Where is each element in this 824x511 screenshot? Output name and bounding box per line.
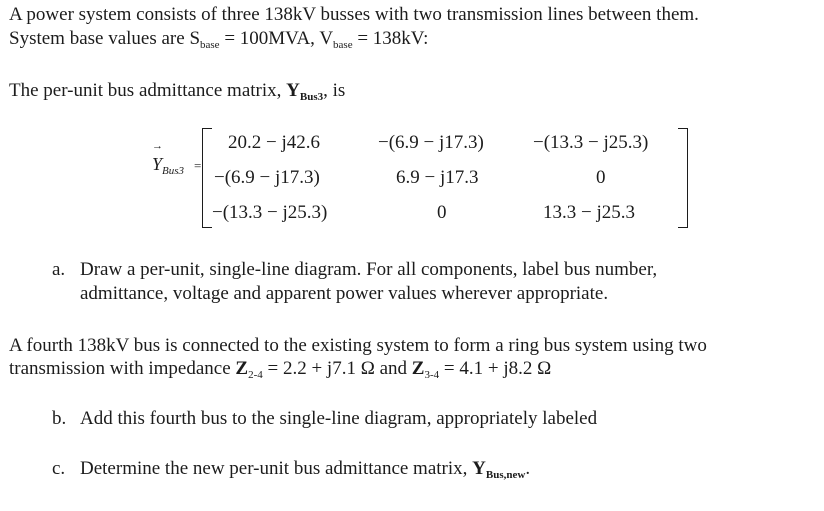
fourth-bus-and: and <box>374 358 412 379</box>
fourth-bus-line-2-prefix: transmission with impedance <box>9 358 236 379</box>
part-a-line-1: Draw a per-unit, single-line diagram. For all components, label bus number, <box>80 259 658 280</box>
matrix-cell-1-3: −(13.3 − j25.3) <box>533 132 649 153</box>
matrix-cell-1-1: 20.2 − j42.6 <box>228 132 320 153</box>
matrix-cell-3-2: 0 <box>437 202 447 223</box>
part-c-subscript: Bus,new <box>485 469 526 481</box>
sbase-subscript: base <box>200 39 220 51</box>
part-c-prefix: Determine the new per-unit bus admittance matrix, <box>80 458 473 479</box>
matrix-cell-1-2: −(6.9 − j17.3) <box>378 132 484 153</box>
matrix-intro-subscript: Bus3 <box>299 91 324 103</box>
matrix-label-symbol: Y <box>152 154 163 174</box>
intro-line-2-suffix: = 138kV: <box>352 28 429 49</box>
part-c-marker: c. <box>52 458 66 479</box>
part-b-marker: b. <box>52 408 67 429</box>
z34-value: = 4.1 + j8.2 Ω <box>439 358 552 379</box>
vbase-subscript: base <box>333 39 353 51</box>
intro-line-2-mid: = 100MVA, V <box>219 28 334 49</box>
part-a-line-2: admittance, voltage and apparent power values wherever appropriate. <box>80 283 609 304</box>
intro-line-2 <box>9 28 428 56</box>
admittance-matrix <box>150 128 710 228</box>
matrix-label <box>152 140 185 177</box>
z34-symbol: Z <box>411 358 425 379</box>
matrix-cell-2-1: −(6.9 − j17.3) <box>214 167 320 188</box>
matrix-intro-prefix: The per-unit bus admittance matrix, <box>9 80 287 101</box>
fourth-bus-line-1: A fourth 138kV bus is connected to the existing system to form a ring bus system using two <box>9 335 707 356</box>
matrix-cell-2-3: 0 <box>596 167 606 188</box>
z24-symbol: Z <box>235 358 249 379</box>
matrix-right-bracket <box>678 128 688 228</box>
part-b-text: Add this fourth bus to the single-line diagram, appropriately labeled <box>80 408 598 429</box>
fourth-bus-line-2 <box>9 358 551 386</box>
intro-line-1: A power system consists of three 138kV busses with two transmission lines between them. <box>9 4 699 25</box>
matrix-intro-suffix: , is <box>323 80 346 101</box>
z34-subscript: 3-4 <box>424 369 440 381</box>
part-c-symbol: Y <box>472 458 486 479</box>
part-c-suffix: . <box>525 458 531 479</box>
matrix-intro <box>9 80 345 108</box>
intro-line-2-prefix: System base values are S <box>9 28 201 49</box>
part-a-marker: a. <box>52 259 66 280</box>
matrix-label-subscript: Bus3 <box>162 165 185 177</box>
matrix-intro-symbol: Y <box>286 80 300 101</box>
z24-value: = 2.2 + j7.1 Ω <box>262 358 375 379</box>
matrix-left-bracket <box>202 128 212 228</box>
matrix-label-arrow: → <box>152 140 163 152</box>
z24-subscript: 2-4 <box>248 369 263 381</box>
matrix-cell-3-3: 13.3 − j25.3 <box>543 202 635 223</box>
matrix-equals: = <box>194 158 202 173</box>
part-c-text <box>80 458 530 486</box>
matrix-cell-2-2: 6.9 − j17.3 <box>396 167 479 188</box>
matrix-cell-3-1: −(13.3 − j25.3) <box>212 202 328 223</box>
